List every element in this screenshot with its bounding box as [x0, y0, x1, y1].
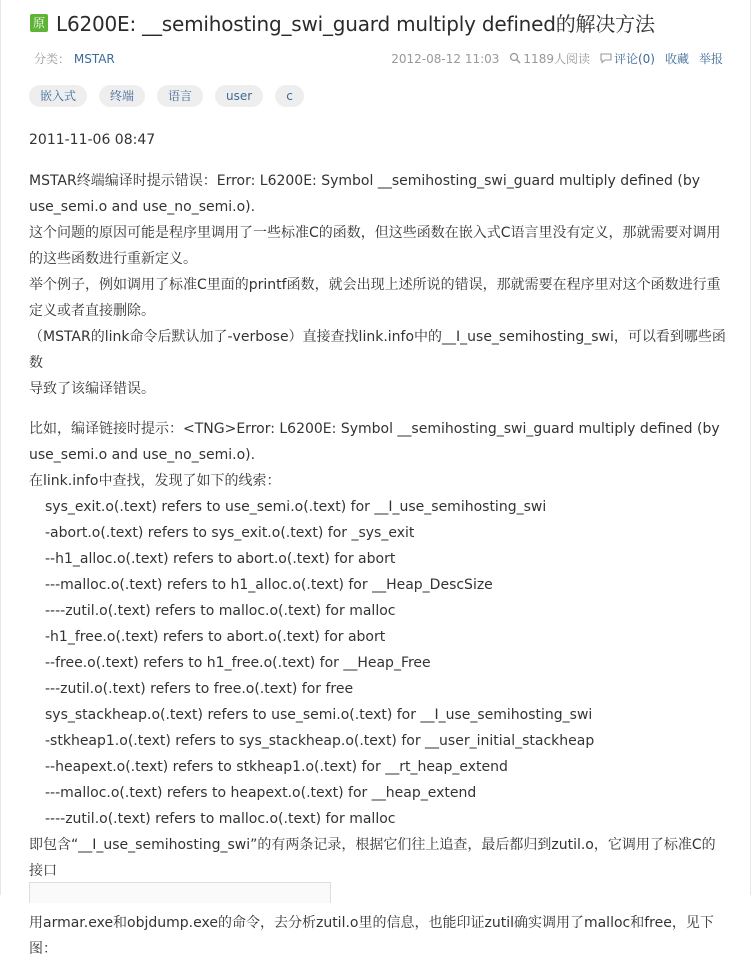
trace-line: ---malloc.o(.text) refers to heapext.o(.text) for __heap_extend — [45, 785, 477, 801]
category-info — [34, 50, 115, 67]
article-body — [29, 168, 729, 962]
tag-item[interactable]: 嵌入式 — [29, 85, 87, 107]
category-label: 分类： — [34, 52, 71, 66]
views-text: 1189人阅读 — [523, 52, 590, 66]
trace-line: ----zutil.o(.text) refers to malloc.o(.text) for malloc — [45, 811, 396, 827]
trace-line: ---malloc.o(.text) refers to h1_alloc.o(.text) for __Heap_DescSize — [45, 577, 493, 593]
original-badge: 原 — [30, 14, 48, 32]
entry-date: 2011-11-06 08:47 — [29, 132, 156, 148]
body-line: 即包含“__I_use_semihosting_swi”的有两条记录，根据它们往上追查，最后都归到zutil.o，它调用了标准C的接口 — [29, 837, 716, 879]
trace-line: ----zutil.o(.text) refers to malloc.o(.text) for malloc — [45, 603, 396, 619]
report-link[interactable]: 举报 — [698, 52, 723, 66]
body-line: 举个例子，例如调用了标准C里面的printf函数，就会出现上述所说的错误，那就需要在程序里对这个函数进行重 — [29, 277, 721, 293]
comment-icon — [600, 52, 612, 64]
trace-line: --h1_alloc.o(.text) refers to abort.o(.text) for abort — [45, 551, 396, 567]
body-line: 导致了该编译错误。 — [29, 381, 155, 397]
tag-item[interactable]: user — [215, 85, 263, 107]
trace-line: -h1_free.o(.text) refers to abort.o(.text) for abort — [45, 629, 386, 645]
screenshot-image-top — [29, 882, 331, 903]
trace-line: --free.o(.text) refers to h1_free.o(.text) for __Heap_Free — [45, 655, 431, 671]
trace-line: -abort.o(.text) refers to sys_exit.o(.text) for _sys_exit — [45, 525, 415, 541]
body-line: 在link.info中查找，发现了如下的线索： — [29, 473, 281, 489]
favorite-link[interactable]: 收藏 — [664, 52, 689, 66]
body-line: use_semi.o and use_no_semi.o). — [29, 447, 256, 463]
trace-line: sys_exit.o(.text) refers to use_semi.o(.text) for __I_use_semihosting_swi — [45, 499, 547, 515]
tag-item[interactable]: 终端 — [99, 85, 145, 107]
article-title[interactable]: L6200E: __semihosting_swi_guard multiply defined的解决方法 — [56, 12, 655, 36]
post-datetime: 2012-08-12 11:03 — [391, 51, 500, 66]
view-icon — [509, 52, 521, 64]
trace-line: -stkheap1.o(.text) refers to sys_stackheap.o(.text) for __user_initial_stackheap — [45, 733, 595, 749]
paragraph-gap — [29, 402, 729, 416]
tag-list — [29, 85, 304, 107]
body-line: use_semi.o and use_no_semi.o). — [29, 199, 256, 215]
body-line: MSTAR终端编译时提示错误：Error: L6200E: Symbol __semihosting_swi_guard multiply defined (by — [29, 173, 701, 189]
tag-item[interactable]: 语言 — [157, 85, 203, 107]
trace-line: sys_stackheap.o(.text) refers to use_semi.o(.text) for __I_use_semihosting_swi — [45, 707, 593, 723]
article-title-row — [30, 8, 743, 37]
article-meta — [34, 50, 723, 68]
trace-line: --heapext.o(.text) refers to stkheap1.o(.text) for __rt_heap_extend — [45, 759, 508, 775]
views-count — [509, 50, 590, 67]
trace-line: ---zutil.o(.text) refers to free.o(.text) for free — [45, 681, 354, 697]
body-line: 定义或者直接删除。 — [29, 303, 155, 319]
meta-actions — [391, 50, 723, 67]
body-line: 比如，编译链接时提示：<TNG>Error: L6200E: Symbol __semihosting_swi_guard multiply defined (by — [29, 421, 720, 437]
body-line: （MSTAR的link命令后默认加了-verbose）直接查找link.info中的__I_use_semihosting_swi，可以看到哪些函数 — [29, 329, 726, 371]
comments-text: 评论(0) — [613, 52, 655, 66]
body-line: 用armar.exe和objdump.exe的命令，去分析zutil.o里的信息，也能印证zutil确实调用了malloc和free，见下图： — [29, 915, 714, 957]
comments-link[interactable] — [600, 50, 655, 67]
body-line: 这个问题的原因可能是程序里调用了一些标准C的函数，但这些函数在嵌入式C语言里没有定义，那就需要对调用 — [29, 225, 721, 241]
body-line: 的这些函数进行重新定义。 — [29, 251, 197, 267]
tag-item[interactable]: c — [275, 85, 304, 107]
category-link[interactable]: MSTAR — [73, 52, 115, 66]
